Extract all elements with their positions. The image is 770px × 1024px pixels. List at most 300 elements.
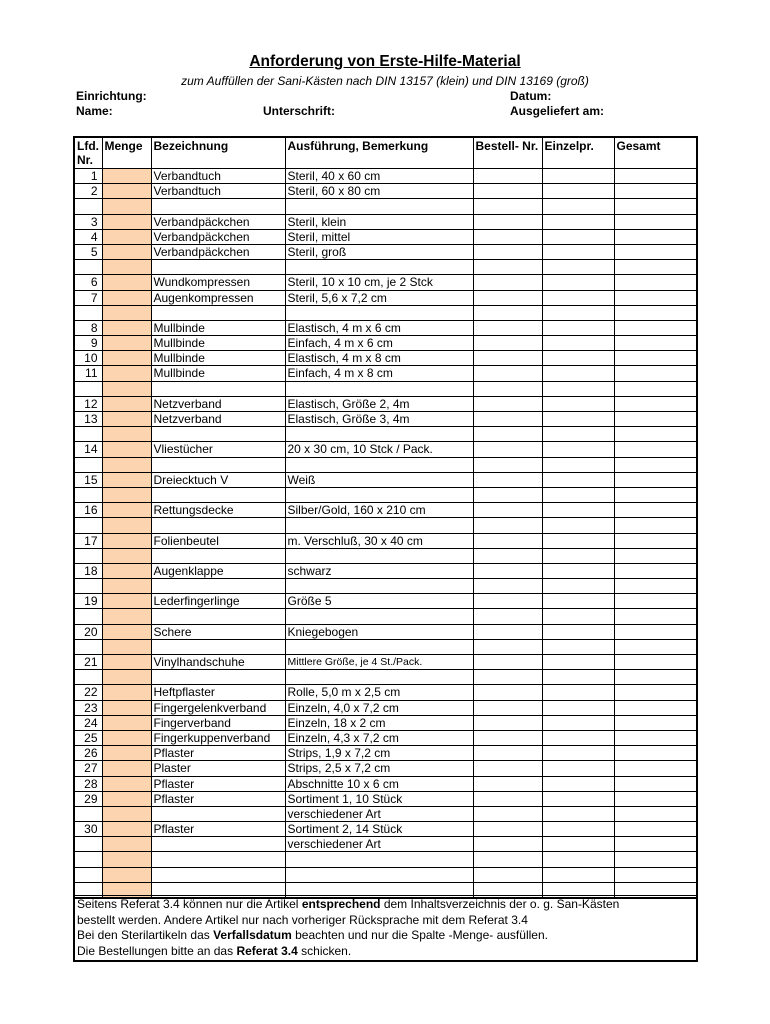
row-lfd-nr: 27	[74, 761, 102, 776]
row-einzelpreis[interactable]	[542, 457, 614, 472]
footer-text: Die Bestellungen bitte an das	[77, 943, 237, 958]
row-einzelpreis[interactable]	[542, 624, 614, 639]
row-gesamt[interactable]	[614, 624, 697, 639]
row-lfd-nr	[74, 670, 102, 685]
row-menge-input[interactable]	[102, 867, 151, 882]
row-ausfuehrung: Steril, 5,6 x 7,2 cm	[285, 290, 473, 305]
row-lfd-nr: 16	[74, 503, 102, 518]
row-bezeichnung: Schere	[151, 624, 285, 639]
row-ausfuehrung: 20 x 30 cm, 10 Stck / Pack.	[285, 442, 473, 457]
row-ausfuehrung: Rolle, 5,0 m x 2,5 cm	[285, 685, 473, 700]
row-gesamt[interactable]	[614, 852, 697, 867]
row-bestell-nr[interactable]	[473, 427, 542, 442]
row-bestell-nr[interactable]	[473, 579, 542, 594]
header-lfd-nr: Lfd. Nr.	[74, 137, 102, 169]
row-menge-input[interactable]	[102, 412, 151, 427]
row-gesamt[interactable]	[614, 609, 697, 624]
table-row	[74, 533, 697, 548]
table-row	[74, 806, 697, 821]
row-gesamt[interactable]	[614, 655, 697, 670]
row-lfd-nr: 3	[74, 214, 102, 229]
row-menge-input[interactable]	[102, 594, 151, 609]
row-bestell-nr[interactable]	[473, 533, 542, 548]
row-gesamt[interactable]	[614, 427, 697, 442]
row-gesamt[interactable]	[614, 563, 697, 578]
row-ausfuehrung: Einzeln, 4,0 x 7,2 cm	[285, 700, 473, 715]
row-bestell-nr[interactable]	[473, 822, 542, 837]
row-einzelpreis[interactable]	[542, 229, 614, 244]
row-menge-input[interactable]	[102, 670, 151, 685]
header-bezeichnung: Bezeichnung	[151, 137, 285, 169]
row-lfd-nr	[74, 260, 102, 275]
row-bestell-nr[interactable]	[473, 715, 542, 730]
row-bezeichnung: Vinylhandschuhe	[151, 655, 285, 670]
row-bestell-nr[interactable]	[473, 412, 542, 427]
row-einzelpreis[interactable]	[542, 715, 614, 730]
row-lfd-nr: 25	[74, 730, 102, 745]
row-einzelpreis[interactable]	[542, 761, 614, 776]
row-einzelpreis[interactable]	[542, 427, 614, 442]
table-row	[74, 548, 697, 563]
row-ausfuehrung: Einfach, 4 m x 8 cm	[285, 366, 473, 381]
row-gesamt[interactable]	[614, 761, 697, 776]
row-einzelpreis[interactable]	[542, 791, 614, 806]
table-row	[74, 746, 697, 761]
row-einzelpreis[interactable]	[542, 730, 614, 745]
table-row	[74, 412, 697, 427]
row-menge-input[interactable]	[102, 776, 151, 791]
row-gesamt[interactable]	[614, 472, 697, 487]
row-lfd-nr: 18	[74, 563, 102, 578]
row-einzelpreis[interactable]	[542, 472, 614, 487]
row-gesamt[interactable]	[614, 336, 697, 351]
row-menge-input[interactable]	[102, 366, 151, 381]
row-einzelpreis[interactable]	[542, 336, 614, 351]
row-ausfuehrung: Steril, 40 x 60 cm	[285, 169, 473, 184]
row-ausfuehrung: Mittlere Größe, je 4 St./Pack.	[285, 655, 473, 670]
row-einzelpreis[interactable]	[542, 563, 614, 578]
row-menge-input[interactable]	[102, 381, 151, 396]
table-row	[74, 655, 697, 670]
row-ausfuehrung: Einfach, 4 m x 6 cm	[285, 336, 473, 351]
row-lfd-nr: 13	[74, 412, 102, 427]
row-bezeichnung	[151, 199, 285, 214]
footer-line-1	[77, 897, 694, 913]
row-menge-input[interactable]	[102, 746, 151, 761]
row-gesamt[interactable]	[614, 685, 697, 700]
row-lfd-nr	[74, 837, 102, 852]
row-einzelpreis[interactable]	[542, 351, 614, 366]
row-einzelpreis[interactable]	[542, 503, 614, 518]
row-einzelpreis[interactable]	[542, 533, 614, 548]
row-bestell-nr[interactable]	[473, 867, 542, 882]
row-menge-input[interactable]	[102, 320, 151, 335]
row-lfd-nr	[74, 457, 102, 472]
row-gesamt[interactable]	[614, 746, 697, 761]
row-gesamt[interactable]	[614, 700, 697, 715]
row-ausfuehrung	[285, 518, 473, 533]
row-lfd-nr: 10	[74, 351, 102, 366]
row-bezeichnung: Vliestücher	[151, 442, 285, 457]
header-gesamt: Gesamt	[614, 137, 697, 169]
row-einzelpreis[interactable]	[542, 670, 614, 685]
row-ausfuehrung: Einzeln, 4,3 x 7,2 cm	[285, 730, 473, 745]
table-row	[74, 366, 697, 381]
row-einzelpreis[interactable]	[542, 184, 614, 199]
table-row	[74, 244, 697, 259]
row-menge-input[interactable]	[102, 457, 151, 472]
row-gesamt[interactable]	[614, 412, 697, 427]
row-gesamt[interactable]	[614, 260, 697, 275]
row-bestell-nr[interactable]	[473, 518, 542, 533]
row-menge-input[interactable]	[102, 199, 151, 214]
row-menge-input[interactable]	[102, 609, 151, 624]
row-lfd-nr	[74, 381, 102, 396]
row-menge-input[interactable]	[102, 396, 151, 411]
row-bestell-nr[interactable]	[473, 199, 542, 214]
row-menge-input[interactable]	[102, 305, 151, 320]
footer-notes	[73, 895, 698, 962]
row-menge-input[interactable]	[102, 715, 151, 730]
row-gesamt[interactable]	[614, 396, 697, 411]
footer-text: dem Inhaltsverzeichnis der o. g. San-Kästen	[380, 897, 620, 911]
row-gesamt[interactable]	[614, 244, 697, 259]
row-menge-input[interactable]	[102, 518, 151, 533]
row-menge-input[interactable]	[102, 837, 151, 852]
row-einzelpreis[interactable]	[542, 837, 614, 852]
row-menge-input[interactable]	[102, 214, 151, 229]
row-bezeichnung: Mullbinde	[151, 336, 285, 351]
row-einzelpreis[interactable]	[542, 700, 614, 715]
row-bestell-nr[interactable]	[473, 700, 542, 715]
row-gesamt[interactable]	[614, 867, 697, 882]
row-ausfuehrung: Elastisch, 4 m x 8 cm	[285, 351, 473, 366]
row-menge-input[interactable]	[102, 655, 151, 670]
row-einzelpreis[interactable]	[542, 867, 614, 882]
row-bestell-nr[interactable]	[473, 275, 542, 290]
row-gesamt[interactable]	[614, 320, 697, 335]
row-einzelpreis[interactable]	[542, 290, 614, 305]
row-einzelpreis[interactable]	[542, 169, 614, 184]
row-einzelpreis[interactable]	[542, 366, 614, 381]
row-bestell-nr[interactable]	[473, 351, 542, 366]
row-bestell-nr[interactable]	[473, 548, 542, 563]
header-bestell-nr: Bestell- Nr.	[473, 137, 542, 169]
row-menge-input[interactable]	[102, 290, 151, 305]
row-lfd-nr: 30	[74, 822, 102, 837]
row-menge-input[interactable]	[102, 336, 151, 351]
row-gesamt[interactable]	[614, 776, 697, 791]
row-einzelpreis[interactable]	[542, 260, 614, 275]
row-lfd-nr: 5	[74, 244, 102, 259]
table-row	[74, 670, 697, 685]
row-menge-input[interactable]	[102, 806, 151, 821]
row-einzelpreis[interactable]	[542, 518, 614, 533]
row-gesamt[interactable]	[614, 199, 697, 214]
row-menge-input[interactable]	[102, 351, 151, 366]
row-bestell-nr[interactable]	[473, 655, 542, 670]
row-bezeichnung: Verbandpäckchen	[151, 229, 285, 244]
table-row	[74, 518, 697, 533]
row-einzelpreis[interactable]	[542, 579, 614, 594]
row-gesamt[interactable]	[614, 275, 697, 290]
row-menge-input[interactable]	[102, 685, 151, 700]
row-einzelpreis[interactable]	[542, 806, 614, 821]
row-lfd-nr: 11	[74, 366, 102, 381]
row-einzelpreis[interactable]	[542, 776, 614, 791]
row-lfd-nr: 24	[74, 715, 102, 730]
row-bestell-nr[interactable]	[473, 609, 542, 624]
footer-bold: entsprechend	[301, 897, 381, 911]
row-einzelpreis[interactable]	[542, 609, 614, 624]
row-gesamt[interactable]	[614, 806, 697, 821]
row-lfd-nr: 6	[74, 275, 102, 290]
row-einzelpreis[interactable]	[542, 548, 614, 563]
row-bestell-nr[interactable]	[473, 730, 542, 745]
row-ausfuehrung: Silber/Gold, 160 x 210 cm	[285, 503, 473, 518]
row-einzelpreis[interactable]	[542, 275, 614, 290]
row-gesamt[interactable]	[614, 457, 697, 472]
row-bestell-nr[interactable]	[473, 214, 542, 229]
row-ausfuehrung: verschiedener Art	[285, 806, 473, 821]
row-gesamt[interactable]	[614, 169, 697, 184]
row-einzelpreis[interactable]	[542, 852, 614, 867]
header-ausfuehrung: Ausführung, Bemerkung	[285, 137, 473, 169]
row-lfd-nr	[74, 867, 102, 882]
row-ausfuehrung: Größe 5	[285, 594, 473, 609]
row-lfd-nr	[74, 609, 102, 624]
row-ausfuehrung: Kniegebogen	[285, 624, 473, 639]
row-bezeichnung: Netzverband	[151, 412, 285, 427]
row-bezeichnung	[151, 852, 285, 867]
table-row	[74, 579, 697, 594]
row-gesamt[interactable]	[614, 381, 697, 396]
row-einzelpreis[interactable]	[542, 381, 614, 396]
row-lfd-nr: 1	[74, 169, 102, 184]
row-einzelpreis[interactable]	[542, 305, 614, 320]
row-gesamt[interactable]	[614, 290, 697, 305]
row-menge-input[interactable]	[102, 427, 151, 442]
row-gesamt[interactable]	[614, 791, 697, 806]
row-gesamt[interactable]	[614, 503, 697, 518]
row-bestell-nr[interactable]	[473, 457, 542, 472]
row-lfd-nr	[74, 427, 102, 442]
row-bestell-nr[interactable]	[473, 685, 542, 700]
row-gesamt[interactable]	[614, 184, 697, 199]
row-bestell-nr[interactable]	[473, 305, 542, 320]
row-einzelpreis[interactable]	[542, 685, 614, 700]
row-bestell-nr[interactable]	[473, 791, 542, 806]
row-menge-input[interactable]	[102, 533, 151, 548]
row-bezeichnung: Verbandpäckchen	[151, 244, 285, 259]
row-menge-input[interactable]	[102, 639, 151, 654]
row-gesamt[interactable]	[614, 822, 697, 837]
table-row	[74, 776, 697, 791]
row-ausfuehrung	[285, 199, 473, 214]
row-ausfuehrung: verschiedener Art	[285, 837, 473, 852]
row-bestell-nr[interactable]	[473, 594, 542, 609]
row-menge-input[interactable]	[102, 624, 151, 639]
row-menge-input[interactable]	[102, 472, 151, 487]
row-bestell-nr[interactable]	[473, 472, 542, 487]
row-gesamt[interactable]	[614, 533, 697, 548]
row-menge-input[interactable]	[102, 229, 151, 244]
row-gesamt[interactable]	[614, 366, 697, 381]
row-gesamt[interactable]	[614, 442, 697, 457]
row-einzelpreis[interactable]	[542, 487, 614, 502]
row-bezeichnung	[151, 305, 285, 320]
row-bestell-nr[interactable]	[473, 320, 542, 335]
row-einzelpreis[interactable]	[542, 655, 614, 670]
row-bestell-nr[interactable]	[473, 503, 542, 518]
row-bezeichnung	[151, 260, 285, 275]
unterschrift-label: Unterschrift:	[263, 104, 336, 118]
table-header-row	[74, 137, 697, 169]
row-bezeichnung: Pflaster	[151, 746, 285, 761]
row-lfd-nr: 4	[74, 229, 102, 244]
row-gesamt[interactable]	[614, 518, 697, 533]
row-einzelpreis[interactable]	[542, 442, 614, 457]
table-row	[74, 199, 697, 214]
row-bestell-nr[interactable]	[473, 761, 542, 776]
row-einzelpreis[interactable]	[542, 594, 614, 609]
row-bestell-nr[interactable]	[473, 639, 542, 654]
row-lfd-nr	[74, 305, 102, 320]
row-bestell-nr[interactable]	[473, 184, 542, 199]
row-bestell-nr[interactable]	[473, 290, 542, 305]
table-row	[74, 229, 697, 244]
row-einzelpreis[interactable]	[542, 746, 614, 761]
row-bestell-nr[interactable]	[473, 670, 542, 685]
row-gesamt[interactable]	[614, 305, 697, 320]
row-bezeichnung: Mullbinde	[151, 351, 285, 366]
row-bezeichnung: Netzverband	[151, 396, 285, 411]
row-bestell-nr[interactable]	[473, 442, 542, 457]
footer-bold: Referat 3.4	[236, 943, 298, 958]
row-bestell-nr[interactable]	[473, 837, 542, 852]
row-menge-input[interactable]	[102, 579, 151, 594]
row-menge-input[interactable]	[102, 822, 151, 837]
row-bezeichnung	[151, 381, 285, 396]
row-menge-input[interactable]	[102, 791, 151, 806]
row-bestell-nr[interactable]	[473, 244, 542, 259]
row-ausfuehrung: Elastisch, Größe 2, 4m	[285, 396, 473, 411]
order-table	[73, 136, 698, 899]
footer-text: Seitens Referat 3.4 können nur die Artikel	[77, 897, 302, 911]
row-menge-input[interactable]	[102, 244, 151, 259]
row-bezeichnung	[151, 609, 285, 624]
row-bestell-nr[interactable]	[473, 776, 542, 791]
table-row	[74, 852, 697, 867]
table-row	[74, 214, 697, 229]
row-gesamt[interactable]	[614, 487, 697, 502]
table-row	[74, 639, 697, 654]
row-ausfuehrung: Steril, 60 x 80 cm	[285, 184, 473, 199]
row-menge-input[interactable]	[102, 260, 151, 275]
row-gesamt[interactable]	[614, 730, 697, 745]
row-bestell-nr[interactable]	[473, 563, 542, 578]
row-bezeichnung: Pflaster	[151, 791, 285, 806]
row-gesamt[interactable]	[614, 639, 697, 654]
row-einzelpreis[interactable]	[542, 199, 614, 214]
table-row	[74, 791, 697, 806]
row-bestell-nr[interactable]	[473, 336, 542, 351]
row-menge-input[interactable]	[102, 700, 151, 715]
row-gesamt[interactable]	[614, 594, 697, 609]
row-ausfuehrung	[285, 609, 473, 624]
row-einzelpreis[interactable]	[542, 412, 614, 427]
row-ausfuehrung	[285, 867, 473, 882]
row-gesamt[interactable]	[614, 670, 697, 685]
row-menge-input[interactable]	[102, 503, 151, 518]
row-lfd-nr: 17	[74, 533, 102, 548]
table-row	[74, 275, 697, 290]
row-lfd-nr: 28	[74, 776, 102, 791]
row-gesamt[interactable]	[614, 579, 697, 594]
row-menge-input[interactable]	[102, 169, 151, 184]
row-bestell-nr[interactable]	[473, 396, 542, 411]
row-bezeichnung	[151, 548, 285, 563]
row-ausfuehrung	[285, 381, 473, 396]
row-gesamt[interactable]	[614, 214, 697, 229]
row-bezeichnung: Verbandpäckchen	[151, 214, 285, 229]
footer-text: Bei den Sterilartikeln das	[77, 928, 214, 942]
row-menge-input[interactable]	[102, 442, 151, 457]
row-ausfuehrung: Weiß	[285, 472, 473, 487]
row-bezeichnung	[151, 579, 285, 594]
row-ausfuehrung: Steril, groß	[285, 244, 473, 259]
row-bestell-nr[interactable]	[473, 487, 542, 502]
row-einzelpreis[interactable]	[542, 320, 614, 335]
row-einzelpreis[interactable]	[542, 396, 614, 411]
table-row	[74, 396, 697, 411]
row-einzelpreis[interactable]	[542, 214, 614, 229]
row-ausfuehrung	[285, 427, 473, 442]
row-lfd-nr: 2	[74, 184, 102, 199]
row-menge-input[interactable]	[102, 275, 151, 290]
row-menge-input[interactable]	[102, 487, 151, 502]
row-bestell-nr[interactable]	[473, 852, 542, 867]
row-einzelpreis[interactable]	[542, 639, 614, 654]
row-menge-input[interactable]	[102, 761, 151, 776]
row-bestell-nr[interactable]	[473, 229, 542, 244]
row-bestell-nr[interactable]	[473, 260, 542, 275]
row-menge-input[interactable]	[102, 563, 151, 578]
row-gesamt[interactable]	[614, 837, 697, 852]
row-gesamt[interactable]	[614, 715, 697, 730]
row-gesamt[interactable]	[614, 351, 697, 366]
row-gesamt[interactable]	[614, 229, 697, 244]
row-bestell-nr[interactable]	[473, 624, 542, 639]
row-bestell-nr[interactable]	[473, 381, 542, 396]
row-einzelpreis[interactable]	[542, 822, 614, 837]
row-bestell-nr[interactable]	[473, 366, 542, 381]
row-menge-input[interactable]	[102, 548, 151, 563]
row-bezeichnung: Pflaster	[151, 822, 285, 837]
row-menge-input[interactable]	[102, 730, 151, 745]
row-bezeichnung	[151, 427, 285, 442]
datum-label: Datum:	[510, 89, 552, 103]
row-ausfuehrung: m. Verschluß, 30 x 40 cm	[285, 533, 473, 548]
row-menge-input[interactable]	[102, 852, 151, 867]
row-bestell-nr[interactable]	[473, 806, 542, 821]
row-lfd-nr	[74, 579, 102, 594]
row-gesamt[interactable]	[614, 548, 697, 563]
row-einzelpreis[interactable]	[542, 244, 614, 259]
row-bestell-nr[interactable]	[473, 746, 542, 761]
row-menge-input[interactable]	[102, 184, 151, 199]
row-bestell-nr[interactable]	[473, 169, 542, 184]
